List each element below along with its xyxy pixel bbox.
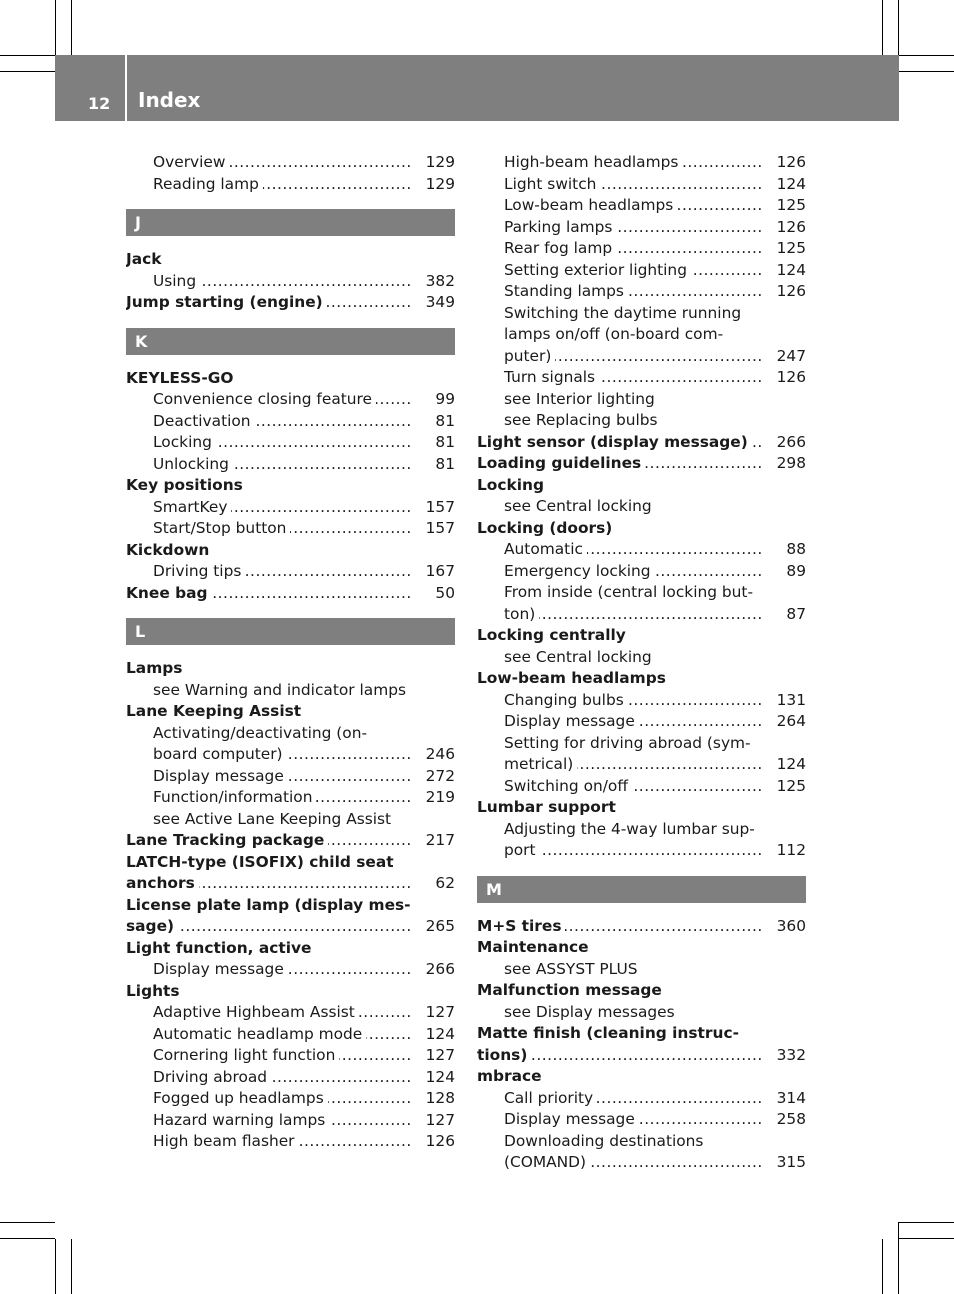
page-reference[interactable]: 87 — [780, 604, 806, 626]
crop-mark — [0, 1238, 55, 1239]
entry-label: Jack — [126, 250, 162, 268]
index-subentry — [126, 454, 455, 476]
entry-label: Light sensor (display message) — [477, 433, 752, 451]
entry-label: tions) — [477, 1046, 531, 1064]
page-number: 12 — [88, 94, 111, 113]
entry-label: Light function, active — [126, 938, 312, 957]
index-subentry — [477, 1002, 806, 1024]
index-subentry — [477, 217, 806, 239]
entry-label: see Active Lane Keeping Assist — [153, 809, 392, 828]
page-reference[interactable]: 81 — [429, 454, 455, 476]
entry-label: Locking (doors) — [477, 518, 613, 537]
page-reference[interactable]: 382 — [420, 271, 455, 293]
entry-label: puter) — [504, 347, 555, 365]
entry-label: sage) — [126, 917, 178, 935]
index-subentry — [126, 1067, 455, 1089]
crop-mark — [899, 71, 954, 72]
page-reference[interactable]: 266 — [420, 959, 455, 981]
page-reference[interactable]: 124 — [420, 1024, 455, 1046]
page-reference[interactable]: 127 — [420, 1002, 455, 1024]
page-reference[interactable]: 124 — [771, 260, 806, 282]
entry-label: Setting exterior lighting — [504, 261, 691, 279]
index-subentry — [126, 561, 455, 583]
entry-label: Deactivation — [153, 412, 255, 430]
entry-label: Changing bulbs — [504, 691, 628, 709]
entry-label: Locking — [153, 433, 216, 451]
index-subentry — [477, 324, 806, 346]
index-subentry — [477, 174, 806, 196]
entry-label: SmartKey — [153, 498, 231, 516]
page-reference[interactable]: 129 — [420, 152, 455, 174]
index-subentry — [477, 690, 806, 712]
index-entry — [477, 1023, 806, 1045]
crop-mark — [882, 1239, 883, 1294]
page-reference[interactable]: 128 — [420, 1088, 455, 1110]
index-entry — [477, 453, 806, 475]
index-subentry — [477, 604, 806, 626]
entry-label: anchors — [126, 874, 199, 892]
index-entry — [477, 668, 806, 690]
entry-label: Jump starting (engine) — [126, 293, 327, 311]
entry-label: Knee bag — [126, 584, 212, 602]
page-header — [55, 55, 899, 121]
entry-label: Kickdown — [126, 540, 210, 559]
crop-mark — [899, 1238, 954, 1239]
page-reference[interactable]: 167 — [420, 561, 455, 583]
entry-label: From inside (central locking but- — [504, 583, 753, 601]
index-subentry — [477, 260, 806, 282]
entry-label: Standing lamps — [504, 282, 628, 300]
entry-label: Matte finish (cleaning instruc- — [477, 1024, 739, 1042]
entry-label: Light switch — [504, 175, 600, 193]
entry-label: Downloading destinations — [504, 1131, 704, 1150]
page-reference[interactable]: 349 — [420, 292, 455, 314]
section-letter-header: M — [477, 876, 806, 903]
index-entry — [126, 658, 455, 680]
entry-label: Parking lamps — [504, 218, 616, 236]
index-subentry — [477, 840, 806, 862]
index-subentry — [477, 1088, 806, 1110]
entry-label: port — [504, 841, 540, 859]
index-subentry — [126, 766, 455, 788]
page-reference[interactable]: 314 — [771, 1088, 806, 1110]
page-reference[interactable]: 217 — [420, 830, 455, 852]
crop-mark — [898, 1222, 899, 1294]
index-subentry — [126, 1088, 455, 1110]
index-subentry — [126, 174, 455, 196]
crop-mark — [0, 1222, 55, 1223]
entry-label: Call priority — [504, 1089, 597, 1107]
page-reference[interactable]: 99 — [429, 389, 455, 411]
page-reference[interactable]: 265 — [420, 916, 455, 938]
index-subentry — [477, 303, 806, 325]
crop-mark — [71, 1239, 72, 1294]
page-reference[interactable]: 127 — [420, 1045, 455, 1067]
section-letter-header: K — [126, 328, 455, 355]
entry-label: see Interior lighting — [504, 389, 655, 408]
index-entry — [477, 797, 806, 819]
entry-label: Low-beam headlamps — [477, 669, 666, 687]
page-reference[interactable]: 266 — [771, 432, 806, 454]
crop-mark — [882, 0, 883, 55]
entry-label: Lane Tracking package — [126, 831, 328, 849]
index-subentry — [477, 367, 806, 389]
page-reference[interactable]: 258 — [771, 1109, 806, 1131]
entry-label: Key positions — [126, 476, 243, 494]
index-subentry — [126, 959, 455, 981]
index-column-left — [126, 152, 455, 1153]
entry-label: see Replacing bulbs — [504, 411, 658, 429]
entry-label: Display message — [153, 767, 288, 785]
crop-mark — [0, 71, 55, 72]
entry-label: High-beam headlamps — [504, 153, 682, 171]
index-subentry — [477, 152, 806, 174]
page-reference[interactable]: 81 — [429, 411, 455, 433]
index-subentry — [126, 1131, 455, 1153]
page-reference[interactable]: 129 — [420, 174, 455, 196]
index-subentry — [126, 787, 455, 809]
page-reference[interactable]: 50 — [429, 583, 455, 605]
entry-label: Automatic headlamp mode — [153, 1025, 366, 1043]
index-entry — [477, 475, 806, 497]
index-entry — [477, 518, 806, 540]
entry-label: Display message — [504, 1110, 639, 1128]
page-reference[interactable]: 81 — [429, 432, 455, 454]
index-entry — [126, 583, 455, 605]
page-reference[interactable]: 360 — [771, 916, 806, 938]
index-subentry — [477, 647, 806, 669]
index-entry — [126, 895, 455, 917]
entry-label: Adaptive Highbeam Assist — [153, 1003, 359, 1021]
index-entry — [477, 625, 806, 647]
index-subentry — [477, 582, 806, 604]
entry-label: ton) — [504, 605, 539, 623]
page-reference[interactable]: 157 — [420, 518, 455, 540]
index-subentry — [477, 1109, 806, 1131]
entry-label: Low-beam headlamps — [504, 196, 677, 214]
page-reference[interactable]: 272 — [420, 766, 455, 788]
index-entry — [126, 916, 455, 938]
index-entry — [126, 938, 455, 960]
index-entry — [477, 916, 806, 938]
entry-label: Locking — [477, 475, 544, 494]
index-subentry — [477, 819, 806, 841]
entry-label: Lights — [126, 981, 180, 1000]
entry-label: Unlocking — [153, 455, 233, 473]
crop-mark — [55, 0, 56, 55]
section-letter-header: L — [126, 618, 455, 645]
entry-label: Automatic — [504, 540, 587, 558]
index-entry — [477, 937, 806, 959]
index-subentry — [477, 410, 806, 432]
index-subentry — [477, 561, 806, 583]
page-reference[interactable]: 219 — [420, 787, 455, 809]
page-reference[interactable]: 264 — [771, 711, 806, 733]
page-reference[interactable]: 126 — [771, 281, 806, 303]
entry-label: Loading guidelines — [477, 454, 645, 472]
index-entry — [126, 830, 455, 852]
index-subentry — [126, 432, 455, 454]
index-entry — [126, 540, 455, 562]
entry-label: Using — [153, 272, 200, 290]
page-reference[interactable]: 125 — [771, 776, 806, 798]
entry-label: Driving abroad — [153, 1068, 271, 1086]
entry-label: Turn signals — [504, 368, 599, 386]
entry-label: metrical) — [504, 755, 577, 773]
header-divider — [125, 55, 127, 121]
index-entry — [126, 852, 455, 874]
page-reference[interactable]: 124 — [420, 1067, 455, 1089]
entry-label: Start/Stop button — [153, 519, 290, 537]
index-subentry — [126, 411, 455, 433]
crop-mark — [0, 55, 55, 56]
entry-label: KEYLESS-GO — [126, 368, 234, 387]
index-subentry — [126, 497, 455, 519]
index-subentry — [477, 1152, 806, 1174]
index-entry — [126, 368, 455, 390]
entry-label: (COMAND) — [504, 1153, 590, 1171]
page-reference[interactable]: 247 — [771, 346, 806, 368]
entry-label: Setting for driving abroad (sym- — [504, 733, 751, 752]
page-reference[interactable]: 126 — [771, 217, 806, 239]
index-subentry — [477, 238, 806, 260]
index-subentry — [126, 271, 455, 293]
entry-label: Lane Keeping Assist — [126, 702, 302, 720]
index-entry — [126, 292, 455, 314]
crop-mark — [71, 0, 72, 55]
page-reference[interactable]: 157 — [420, 497, 455, 519]
page-reference[interactable]: 125 — [771, 238, 806, 260]
page-reference[interactable]: 127 — [420, 1110, 455, 1132]
entry-label: board computer) — [153, 745, 287, 763]
page-reference[interactable]: 131 — [771, 690, 806, 712]
index-subentry — [477, 346, 806, 368]
index-column-right — [477, 152, 806, 1174]
index-subentry — [126, 1110, 455, 1132]
entry-label: Driving tips — [153, 562, 245, 580]
crop-mark — [55, 1239, 56, 1294]
page-title: Index — [138, 88, 201, 112]
entry-label: Convenience closing feature — [153, 390, 376, 408]
page-reference[interactable]: 126 — [420, 1131, 455, 1153]
index-subentry — [477, 389, 806, 411]
index-subentry — [477, 496, 806, 518]
entry-label: Display message — [504, 712, 639, 730]
entry-label: see Warning and indicator lamps — [153, 680, 406, 699]
index-subentry — [477, 733, 806, 755]
entry-label: mbrace — [477, 1067, 542, 1085]
entry-label: Switching on/off — [504, 777, 632, 795]
index-entry — [477, 1045, 806, 1067]
entry-label: Rear fog lamp — [504, 239, 616, 257]
page-reference[interactable]: 126 — [771, 367, 806, 389]
entry-label: Locking centrally — [477, 626, 626, 644]
entry-label: LATCH-type (ISOFIX) child seat — [126, 852, 394, 871]
index-subentry — [126, 744, 455, 766]
index-subentry — [126, 152, 455, 174]
entry-label: Overview — [153, 153, 229, 171]
page-reference[interactable]: 112 — [771, 840, 806, 862]
crop-mark — [898, 0, 899, 55]
entry-label: Activating/deactivating (on- — [153, 723, 368, 742]
entry-label: Lamps — [126, 659, 183, 677]
index-entry — [477, 980, 806, 1002]
page-reference[interactable]: 298 — [771, 453, 806, 475]
index-entry — [126, 701, 455, 723]
page-reference[interactable]: 315 — [771, 1152, 806, 1174]
entry-label: Cornering light function — [153, 1046, 339, 1064]
entry-label: Reading lamp — [153, 175, 263, 193]
entry-label: High beam flasher — [153, 1132, 299, 1150]
index-subentry — [477, 195, 806, 217]
crop-mark — [899, 1222, 954, 1223]
index-entry — [126, 873, 455, 895]
index-entry — [126, 475, 455, 497]
entry-label: License plate lamp (display mes- — [126, 895, 411, 914]
page-reference[interactable]: 125 — [771, 195, 806, 217]
page-reference[interactable]: 126 — [771, 152, 806, 174]
index-subentry — [477, 539, 806, 561]
entry-label: see Display messages — [504, 1002, 675, 1021]
index-subentry — [477, 281, 806, 303]
index-entry — [126, 981, 455, 1003]
page-reference[interactable]: 332 — [771, 1045, 806, 1067]
page-reference[interactable]: 124 — [771, 754, 806, 776]
entry-label: Malfunction message — [477, 981, 662, 999]
index-subentry — [126, 680, 455, 702]
index-subentry — [477, 776, 806, 798]
section-letter-header: J — [126, 209, 455, 236]
page-reference[interactable]: 62 — [429, 873, 455, 895]
entry-label: Fogged up headlamps — [153, 1089, 328, 1107]
index-entry — [126, 249, 455, 271]
index-subentry — [126, 389, 455, 411]
index-subentry — [477, 959, 806, 981]
index-subentry — [477, 1131, 806, 1153]
index-subentry — [126, 809, 455, 831]
index-subentry — [126, 1045, 455, 1067]
index-entry — [477, 1066, 806, 1088]
entry-label: Adjusting the 4-way lumbar sup- — [504, 819, 755, 838]
page-reference[interactable]: 246 — [420, 744, 455, 766]
crop-mark — [899, 55, 954, 56]
index-subentry — [126, 1002, 455, 1024]
index-entry — [477, 432, 806, 454]
index-subentry — [126, 518, 455, 540]
entry-label: Display message — [153, 960, 288, 978]
entry-label: Lumbar support — [477, 798, 616, 816]
entry-label: M+S tires — [477, 917, 565, 935]
entry-label: Switching the daytime running — [504, 303, 742, 322]
entry-label: Maintenance — [477, 938, 589, 956]
entry-label: see Central locking — [504, 647, 652, 666]
entry-label: see Central locking — [504, 497, 652, 515]
page-reference[interactable]: 89 — [780, 561, 806, 583]
index-subentry — [126, 1024, 455, 1046]
entry-label: see ASSYST PLUS — [504, 959, 638, 978]
page-reference[interactable]: 124 — [771, 174, 806, 196]
entry-label: lamps on/off (on-board com- — [504, 325, 724, 343]
page-reference[interactable]: 88 — [780, 539, 806, 561]
entry-label: Function/information — [153, 788, 316, 806]
entry-label: Emergency locking — [504, 562, 655, 580]
index-subentry — [126, 723, 455, 745]
index-subentry — [477, 711, 806, 733]
entry-label: Hazard warning lamps — [153, 1111, 329, 1129]
index-subentry — [477, 754, 806, 776]
